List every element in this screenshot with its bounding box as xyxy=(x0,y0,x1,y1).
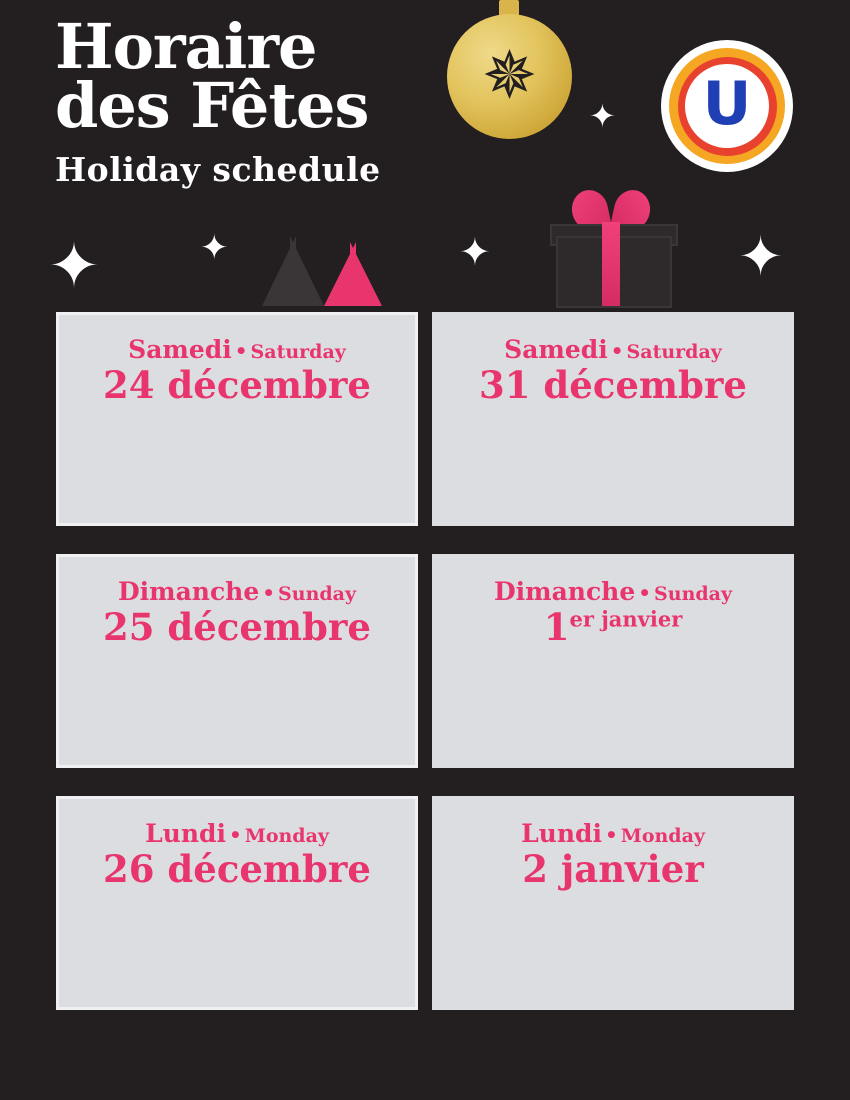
schedule-card xyxy=(432,796,794,1010)
card-date-text: 25 décembre xyxy=(103,605,371,649)
card-day-en: Sunday xyxy=(278,583,357,605)
card-separator: • xyxy=(610,339,624,363)
card-date xyxy=(435,364,791,407)
card-date xyxy=(435,606,791,649)
card-date xyxy=(59,364,415,407)
schedule-row xyxy=(0,796,850,1010)
card-date xyxy=(59,606,415,649)
card-day-fr: Samedi xyxy=(504,335,608,364)
schedule-card xyxy=(56,796,418,1010)
sparkle-icon: ✦ xyxy=(200,230,229,267)
page-title-line-1: Horaire xyxy=(55,10,317,83)
card-day-en: Monday xyxy=(620,825,705,847)
card-date-text: 1 xyxy=(543,605,570,649)
schedule-card xyxy=(56,554,418,768)
snowflake-icon: ✵ xyxy=(481,39,538,113)
card-day-fr: Dimanche xyxy=(493,577,636,606)
card-date-text: 31 décembre xyxy=(479,363,747,407)
ornament-ball xyxy=(447,14,572,139)
card-date-text: 26 décembre xyxy=(103,847,371,891)
card-day-line xyxy=(59,821,415,846)
card-day-line xyxy=(435,821,791,846)
card-day-line xyxy=(435,579,791,604)
card-day-en: Saturday xyxy=(626,341,722,363)
card-date xyxy=(435,848,791,891)
schedule-card xyxy=(432,554,794,768)
card-separator: • xyxy=(262,581,276,605)
title-block xyxy=(55,10,485,189)
christmas-ornament-icon xyxy=(447,0,572,145)
card-separator: • xyxy=(234,339,248,363)
page-title-line-2: des Fêtes xyxy=(55,68,369,142)
leaf-dark-right xyxy=(290,236,324,306)
card-date xyxy=(59,848,415,891)
schedule-grid xyxy=(0,312,850,1038)
sparkle-icon: ✦ xyxy=(459,232,491,274)
schedule-row xyxy=(0,554,850,768)
card-date-text: 2 janvier xyxy=(522,847,704,891)
sparkle-icon: ✦ xyxy=(48,233,100,301)
card-date-text: 24 décembre xyxy=(103,363,371,407)
logo-ring-inner xyxy=(685,64,769,148)
card-day-en: Sunday xyxy=(654,583,733,605)
page-subtitle: Holiday schedule xyxy=(55,149,381,189)
sparkle-icon: ✦ xyxy=(589,98,616,134)
card-day-line xyxy=(59,337,415,362)
card-day-fr: Lundi xyxy=(145,819,226,848)
poster-header xyxy=(0,0,850,310)
card-day-en: Monday xyxy=(244,825,329,847)
card-day-fr: Dimanche xyxy=(117,577,260,606)
schedule-card xyxy=(56,312,418,526)
gift-box-icon xyxy=(548,178,676,306)
sparkle-icon: ✦ xyxy=(738,227,784,287)
logo-letter: U xyxy=(702,69,752,139)
logo-ring-outer xyxy=(669,48,785,164)
card-date-suffix: er janvier xyxy=(569,606,683,632)
card-separator: • xyxy=(228,823,242,847)
card-day-line xyxy=(435,337,791,362)
leaf-decoration xyxy=(262,236,402,316)
card-day-fr: Samedi xyxy=(128,335,232,364)
schedule-row xyxy=(0,312,850,526)
card-separator: • xyxy=(638,581,652,605)
logo-ring-mid xyxy=(678,57,777,156)
gift-ribbon xyxy=(602,222,620,306)
card-day-fr: Lundi xyxy=(521,819,602,848)
card-separator: • xyxy=(604,823,618,847)
leaf-pink-right xyxy=(350,242,382,306)
card-day-en: Saturday xyxy=(250,341,346,363)
schedule-card xyxy=(432,312,794,526)
brand-logo xyxy=(661,40,793,172)
card-day-line xyxy=(59,579,415,604)
